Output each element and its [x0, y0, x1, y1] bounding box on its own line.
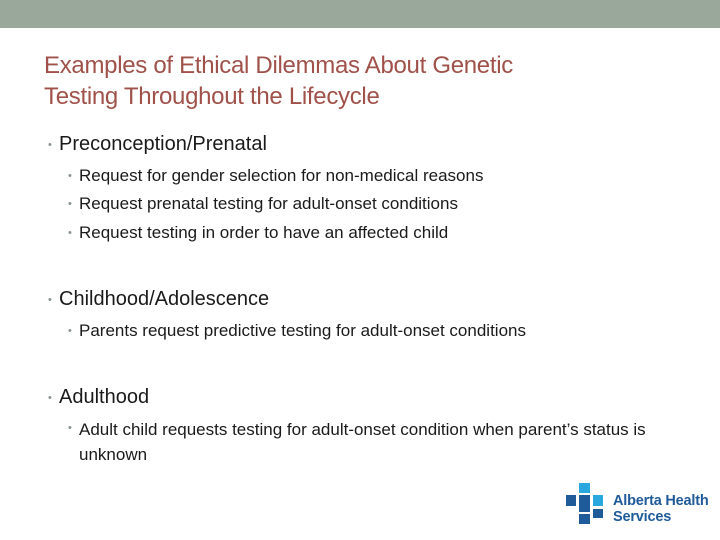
slide-title-line-1: Examples of Ethical Dilemmas About Genetic — [44, 52, 513, 79]
bullet-glyph: • — [48, 392, 52, 404]
alberta-health-services-logo — [563, 482, 708, 526]
logo-wordmark — [613, 493, 709, 525]
list-item-text: Request for gender selection for non-medical reasons — [79, 166, 484, 185]
bullet-glyph: • — [48, 294, 52, 306]
bullet-glyph: • — [68, 422, 72, 434]
bullet-glyph: • — [68, 227, 72, 239]
bullet-glyph: • — [68, 198, 72, 210]
section-heading-adulthood — [48, 386, 149, 409]
ahs-cross-icon — [563, 482, 609, 526]
slide-title-line-2: Testing Throughout the Lifecycle — [44, 83, 380, 110]
list-item-text: Request testing in order to have an affected child — [79, 223, 449, 242]
logo-line-2: Services — [613, 509, 672, 525]
bullet-glyph: • — [48, 139, 52, 151]
bullet-glyph: • — [68, 170, 72, 182]
list-item — [68, 166, 483, 186]
section-heading-label: Preconception/Prenatal — [59, 133, 267, 155]
list-item-text: Adult child requests testing for adult-onset condition when parent’s status is unknown — [79, 420, 646, 464]
logo-line-1: Alberta Health — [613, 493, 709, 509]
section-heading-preconception — [48, 133, 267, 156]
list-item — [68, 321, 526, 341]
list-item — [68, 417, 689, 467]
list-item-text: Request prenatal testing for adult-onset conditions — [79, 194, 458, 213]
bullet-glyph: • — [68, 325, 72, 337]
list-item — [68, 223, 448, 243]
list-item — [68, 194, 458, 214]
section-heading-label: Childhood/Adolescence — [59, 288, 270, 310]
section-heading-childhood — [48, 288, 269, 311]
section-heading-label: Adulthood — [59, 386, 150, 408]
list-item-text: Parents request predictive testing for adult-onset conditions — [79, 321, 526, 340]
